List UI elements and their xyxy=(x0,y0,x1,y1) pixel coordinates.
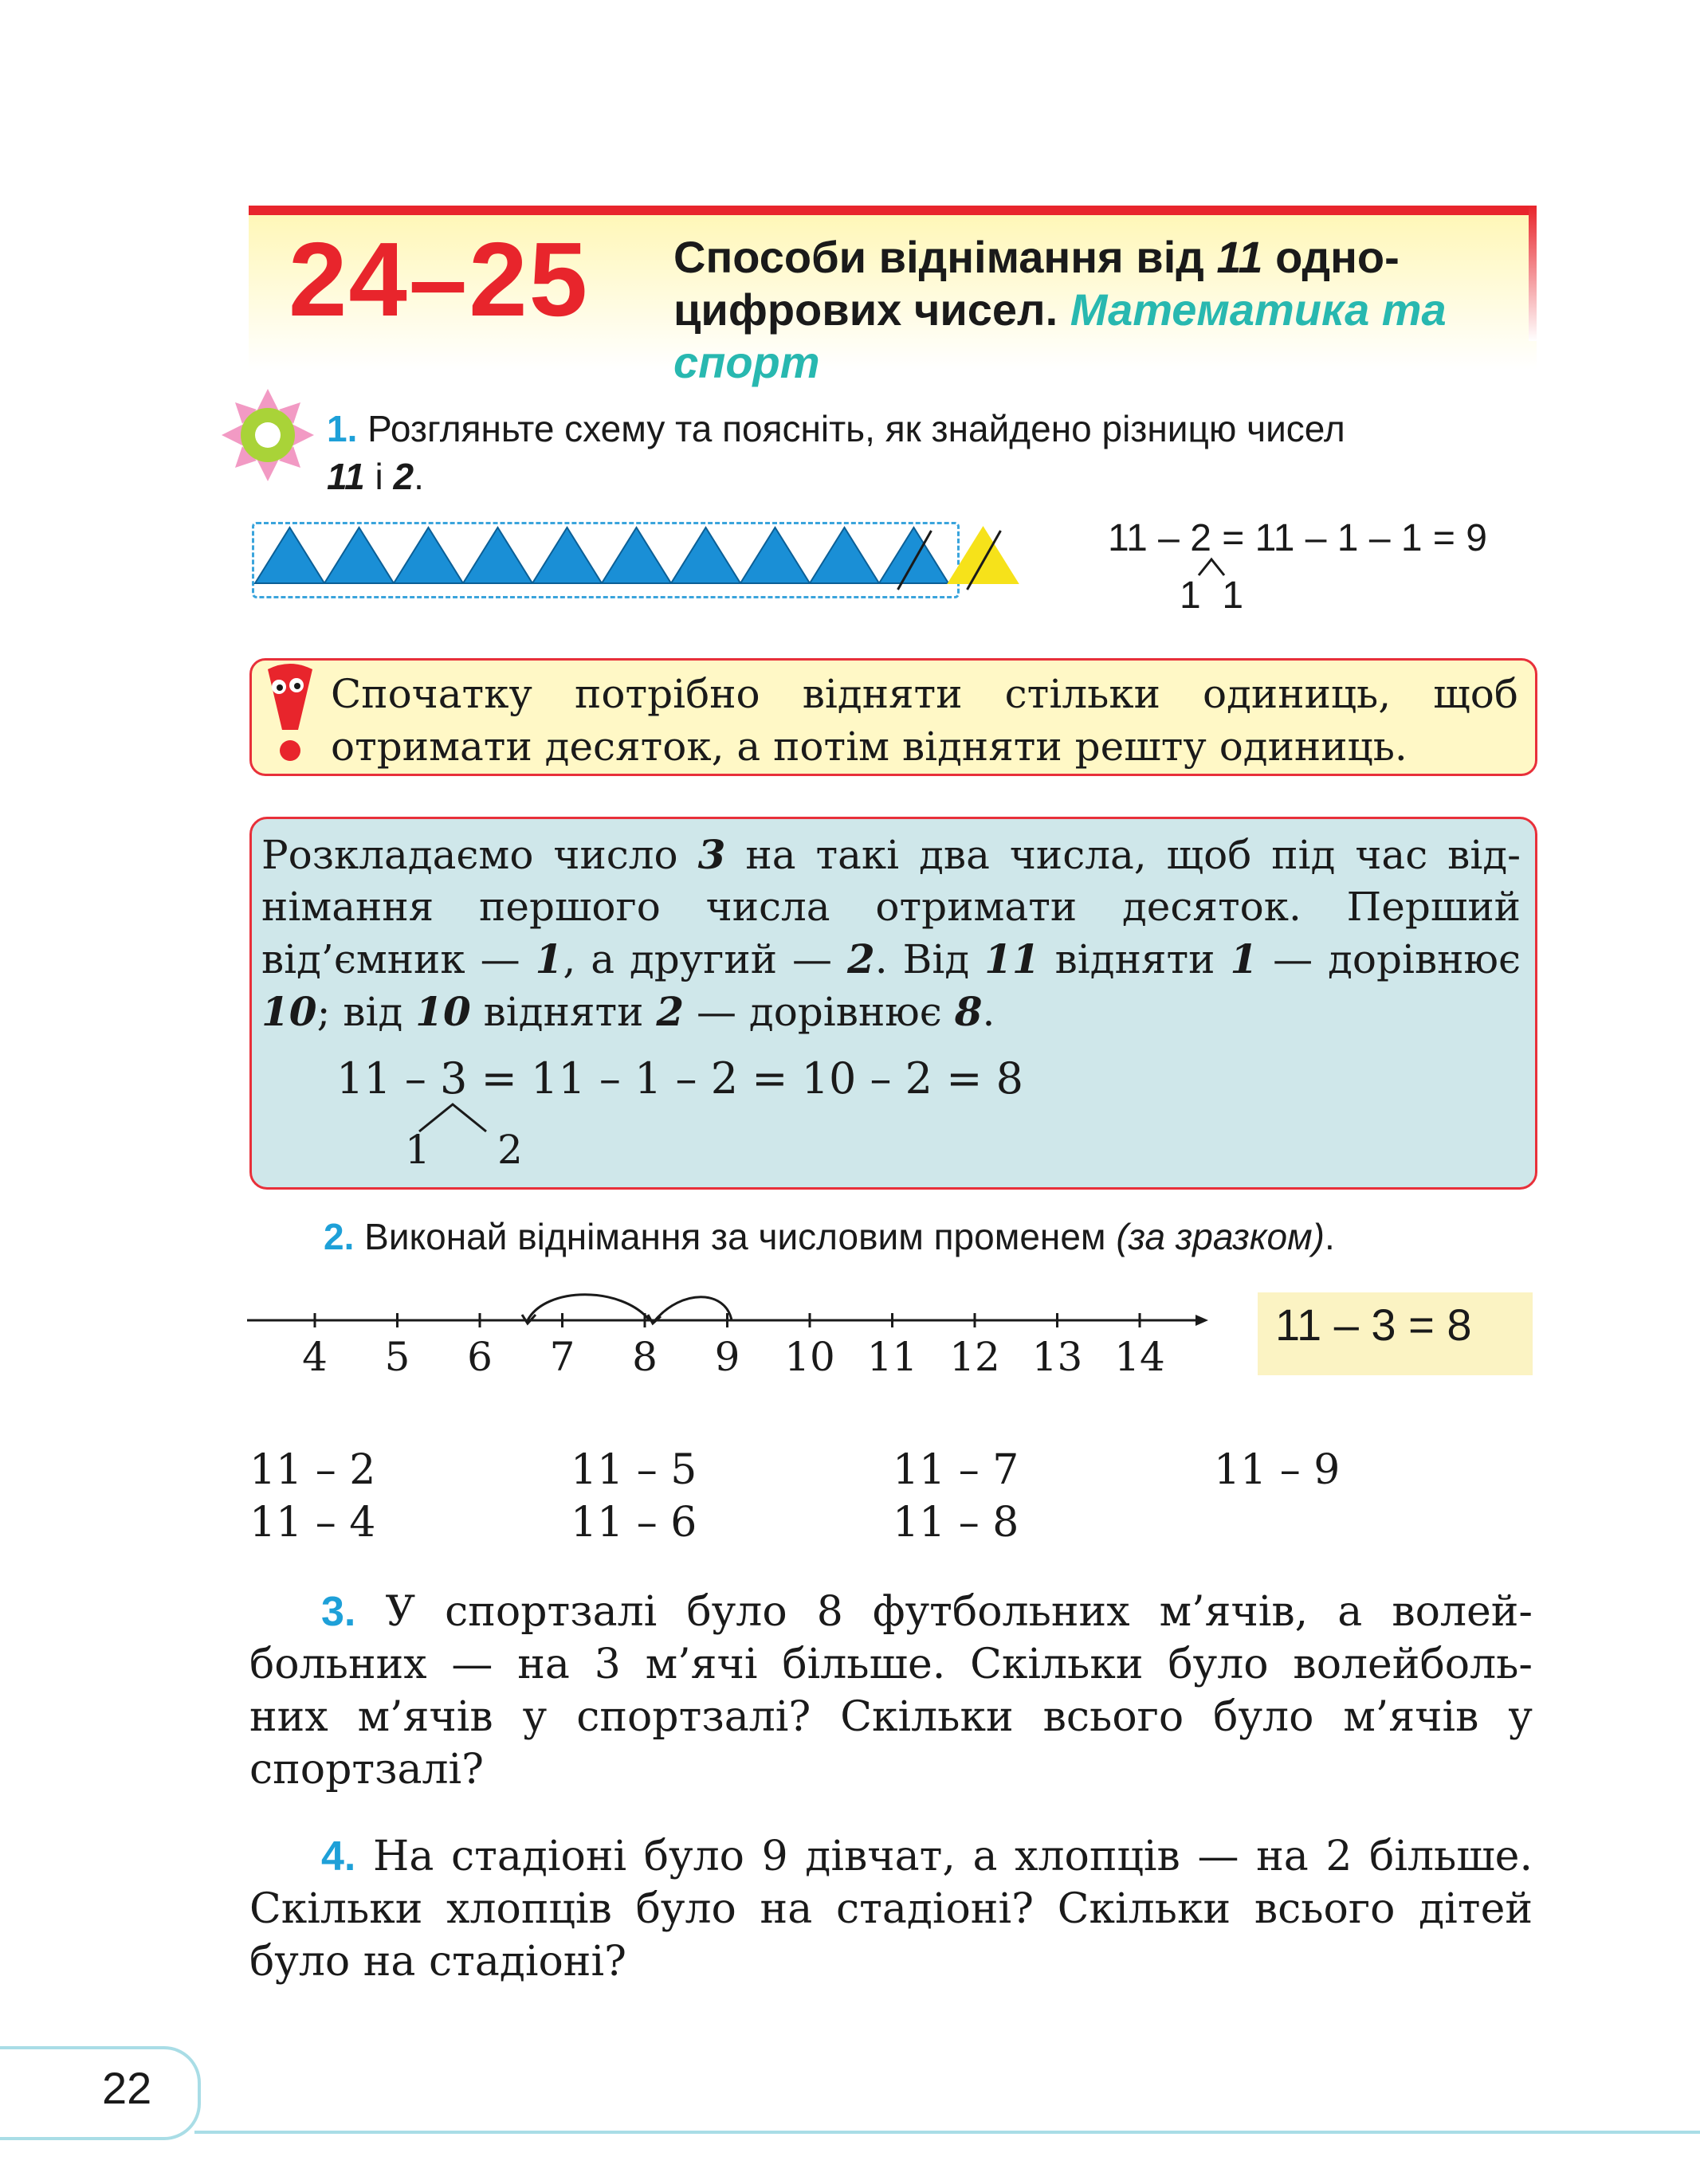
footer-line xyxy=(194,2131,1700,2134)
formula-split: 1 1 xyxy=(1180,574,1244,617)
split-part-1: 1 xyxy=(405,1127,430,1173)
task-3: 3. У спортзалі було 8 футбольних м’ячів, а волей- больних — на 3 м’ячі більше. Скільки було волейболь- них м’ячів у спортзалі? Скільки всього було м’ячів у спортзалі? xyxy=(249,1588,1533,1794)
lesson-topic: Математика та xyxy=(1070,284,1447,335)
triangle xyxy=(602,527,671,583)
number-line-label: 12 xyxy=(949,1334,1000,1380)
split-part-2: 2 xyxy=(497,1127,523,1173)
number-line-label: 9 xyxy=(714,1334,740,1380)
triangle xyxy=(671,527,740,583)
formula-explained: 11 – 3 = 11 – 1 – 2 = 10 – 2 = 8 xyxy=(336,1053,1023,1104)
number-line-label: 11 xyxy=(866,1334,918,1380)
crossed-triangle-yellow xyxy=(948,527,1018,583)
sample-answer: 11 – 3 = 8 xyxy=(1275,1300,1472,1350)
explanation-text: Розкладаємо число 3 на такі два числа, щоб під час від- німання першого числа отримати десяток. Перший від’ємник — 1, а другий — 2. Від 11 відняти 1 — дорівнює 10; від 10 відняти 2 — дорівнює 8. xyxy=(261,831,1521,1035)
triangle-scheme xyxy=(252,518,1041,598)
flower-icon xyxy=(220,387,316,483)
task-number: 1. xyxy=(327,408,358,449)
triangle xyxy=(740,527,810,583)
number-line-label: 10 xyxy=(784,1334,835,1380)
task-number: 4. xyxy=(321,1833,356,1880)
exercise: 11 – 2 xyxy=(249,1446,376,1494)
number-line-label: 6 xyxy=(467,1334,493,1380)
number-line-label: 5 xyxy=(384,1334,410,1380)
triangle xyxy=(463,527,532,583)
number-line xyxy=(247,1291,1211,1386)
triangle xyxy=(810,527,879,583)
page-number: 22 xyxy=(102,2063,152,2113)
header-accent xyxy=(1529,206,1537,341)
task-4: 4. На стадіоні було 9 дівчат, а хлопців — на 2 більше. Скільки хлопців було на стадіоні? Скільки всього дітей було на стадіоні? xyxy=(249,1833,1533,1986)
exercise: 11 – 5 xyxy=(571,1446,697,1494)
rule-text-line-2: отримати десяток, а потім відняти решту одиниць. xyxy=(331,723,1408,770)
page-number-tab xyxy=(0,2046,201,2140)
triangle xyxy=(324,527,394,583)
exercise: 11 – 4 xyxy=(249,1499,376,1547)
task-1: 1. Розгляньте схему та поясніть, як знайдено різницю чисел 11 і 2. xyxy=(327,408,1345,497)
triangle xyxy=(255,527,324,583)
number-line-label: 13 xyxy=(1031,1334,1083,1380)
rule-text-line-1: Спочатку потрібно відняти стільки одиниць, щоб xyxy=(331,671,1518,717)
triangle xyxy=(394,527,463,583)
triangle xyxy=(879,527,948,583)
number-line-label: 7 xyxy=(549,1334,575,1380)
number-line-label: 8 xyxy=(632,1334,658,1380)
exercise: 11 – 7 xyxy=(893,1446,1019,1494)
formula-example: 11 – 2 = 11 – 1 – 1 = 9 xyxy=(1108,517,1487,559)
exercise: 11 – 9 xyxy=(1214,1446,1341,1494)
number-line-label: 4 xyxy=(302,1334,328,1380)
exclamation-icon xyxy=(257,661,324,765)
lesson-number: 24–25 xyxy=(289,221,590,338)
triangle xyxy=(532,527,602,583)
exercise: 11 – 6 xyxy=(571,1499,697,1547)
task-2: 2. Виконай віднімання за числовим променем (за зразком). xyxy=(324,1216,1335,1257)
task-number: 2. xyxy=(324,1216,355,1257)
exercise: 11 – 8 xyxy=(893,1499,1019,1547)
task-number: 3. xyxy=(321,1589,356,1635)
number-line-label: 14 xyxy=(1114,1334,1165,1380)
lesson-title: Способи віднімання від 11 одно- цифрових чисел. Математика та спорт xyxy=(673,232,1447,387)
